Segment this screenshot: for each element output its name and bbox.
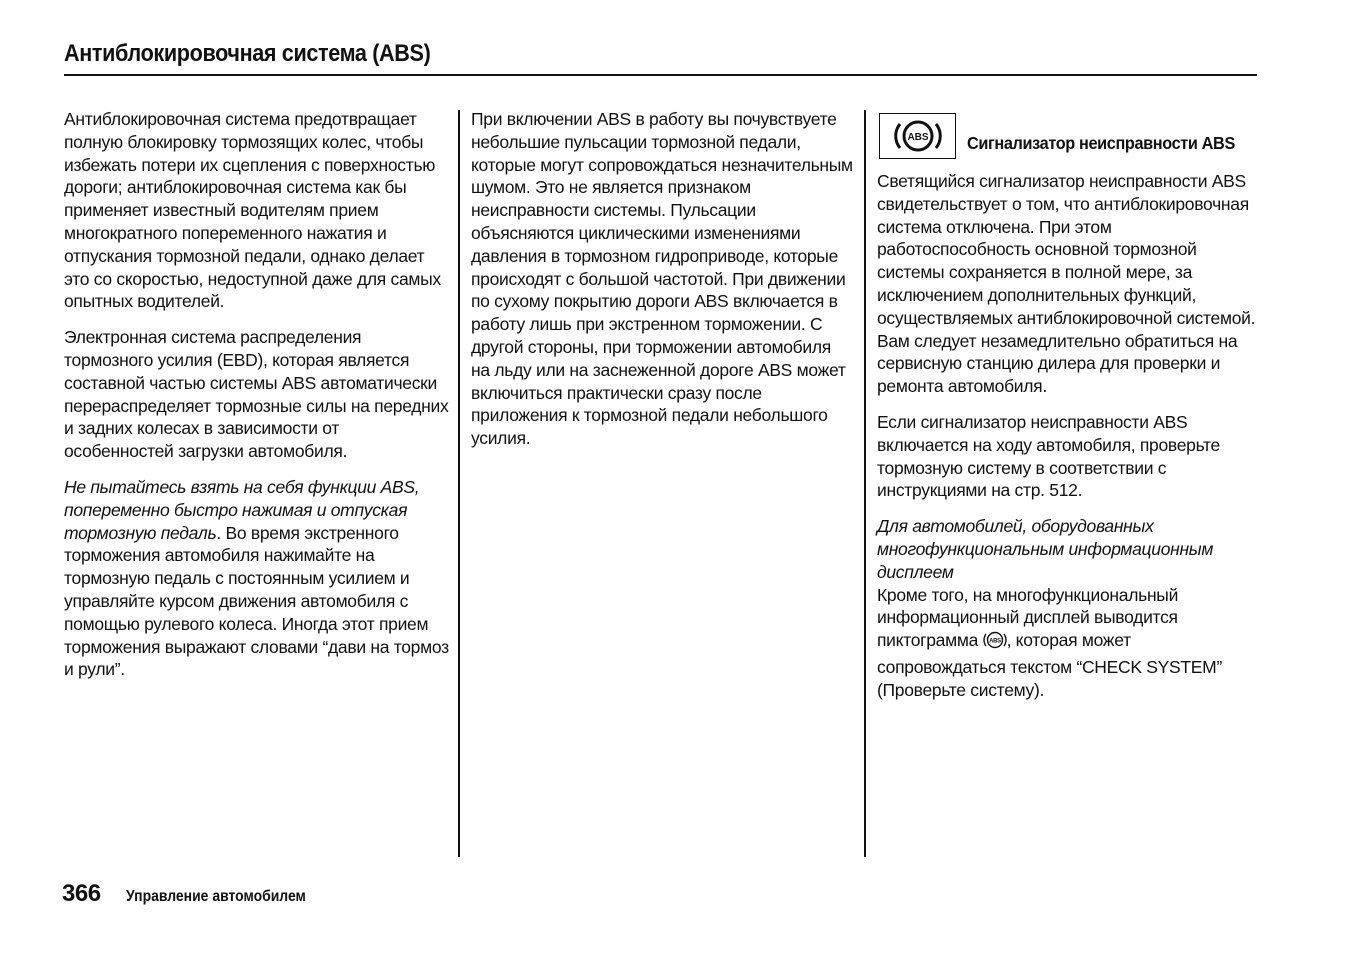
paragraph-abs-intro: Антиблокировочная система предотвращает полную блокировку тормозящих колес, чтобы избежать потери их сцепления с поверхностью дороги; антиблокировочная система как бы применяет известный водителям прием многократного попеременного нажатия и отпускания тормозной педали, однако делает это со скоростью, недоступной даже для самых опытных водителей.	[64, 109, 441, 312]
mid-text-before-icon: Кроме того, на многофункциональный информационный дисплей выводится пиктограмма	[877, 584, 1179, 651]
abs-mini-icon	[983, 630, 1007, 656]
abs-mini-icon-label: ABS	[988, 638, 1001, 645]
section-name: Управление автомобилем	[126, 888, 306, 905]
column-left	[64, 108, 449, 694]
page-title: Антиблокировочная система (ABS)	[64, 40, 431, 67]
paragraph-braking-advice	[64, 476, 449, 681]
mid-condition-italic: Для автомобилей, оборудованных многофункциональным информационным дисплеем	[877, 516, 1214, 582]
paragraph-indicator-meaning: Светящийся сигнализатор неисправности ABS свидетельствует о том, что антиблокировочная система отключена. При этом работоспособность основной тормозной системы сохраняется в полной мере, за исключением дополнительных функций, осуществляемых антиблокировочной системой. Вам следует незамедлительно обратиться на сервисную станцию дилера для проверки и ремонта автомобиля.	[877, 171, 1256, 397]
title-rule	[64, 74, 1257, 76]
column-divider-1	[458, 110, 460, 857]
abs-warning-icon	[891, 116, 945, 156]
column-right	[877, 170, 1262, 715]
abs-indicator-heading: Сигнализатор неисправности ABS	[967, 133, 1235, 153]
column-divider-2	[864, 110, 866, 857]
paragraph-indicator-driving: Если сигнализатор неисправности ABS включается на ходу автомобиля, проверьте тормозную систему в соответствии с инструкциями на стр. 512.	[877, 411, 1220, 501]
paragraph-mid-display	[877, 515, 1262, 701]
warning-italic-text: Не пытайтесь взять на себя функции ABS, попеременно быстро нажимая и отпуская тормозную педаль	[64, 476, 420, 543]
braking-advice-text: . Во время экстренного торможения автомобиля нажимайте на тормозную педаль с постоянным усилием и управляйте курсом движения автомобиля с помощью рулевого колеса. Иногда этот прием торможения выражают словами “дави на тормоз и рули”.	[64, 522, 449, 680]
page-number: 366	[62, 880, 101, 907]
paragraph-ebd: Электронная система распределения тормозного усилия (EBD), которая является составной частью системы ABS автоматически перераспределяет тормозные силы на передних и задних колесах в зависимости от особенностей загрузки автомобиля.	[64, 327, 449, 462]
abs-icon-label: ABS	[906, 132, 929, 143]
column-middle	[471, 108, 853, 463]
paragraph-pedal-pulsation: При включении ABS в работу вы почувствуете небольшие пульсации тормозной педали, которые могут сопровождаться незначительным шумом. Это не является признаком неисправности системы. Пульсации объясняются циклическими изменениями давления в тормозном гидроприводе, которые происходят с большой частотой. При движении по сухому покрытию дороги ABS включается в работу лишь при экстренном торможении. С другой стороны, при торможении автомобиля на льду или на заснеженной дороге ABS может включиться практически сразу после приложения к тормозной педали небольшого усилия.	[471, 109, 853, 449]
abs-indicator-box	[879, 113, 956, 159]
mid-text-after-icon: , которая может сопровождаться текстом “CHECK SYSTEM” (Проверьте систему).	[877, 630, 1222, 700]
